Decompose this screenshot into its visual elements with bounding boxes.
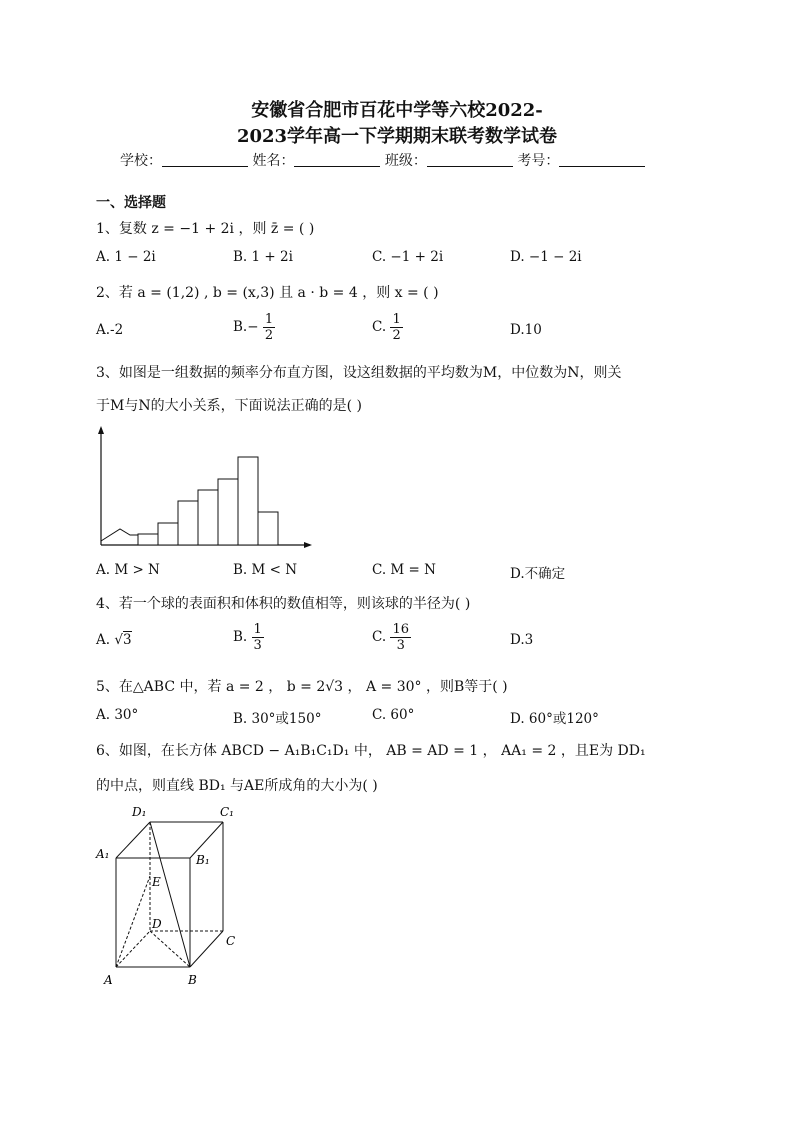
segment-d1-b xyxy=(150,822,190,967)
q2-option-c xyxy=(372,312,403,343)
number-blank[interactable] xyxy=(559,152,645,167)
edge-a-d-hidden xyxy=(116,931,150,967)
q6-stem-line1: 6、如图，在长方体 ABCD − A₁B₁C₁D₁ 中， AB = AD = 1 ， AA₁ = 2 ，且E为 DD₁ xyxy=(96,743,646,759)
class-label: 班级： xyxy=(384,153,427,169)
student-info-row xyxy=(120,150,645,170)
edge-a1-d1 xyxy=(116,822,150,858)
name-blank[interactable] xyxy=(294,152,380,167)
q4-option-b-label: B. xyxy=(233,629,248,645)
q3-option-b: B. M < N xyxy=(233,562,298,578)
histogram-chart xyxy=(90,420,330,555)
y-axis-arrow xyxy=(98,426,104,434)
number-label: 考号： xyxy=(517,153,560,169)
q4-option-a-label: A. xyxy=(96,632,115,648)
axis-break-line xyxy=(101,529,138,541)
histogram-bar-2 xyxy=(158,523,178,545)
histogram-bar-4 xyxy=(198,490,218,545)
q4-stem: 4、若一个球的表面积和体积的数值相等，则该球的半径为( ) xyxy=(96,596,471,612)
label-e: E xyxy=(152,875,161,889)
histogram-bar-6 xyxy=(238,457,258,545)
label-d: D xyxy=(152,917,162,931)
q4-option-d: D.3 xyxy=(510,632,534,648)
q1-option-a: A. 1 − 2i xyxy=(96,249,156,265)
school-blank[interactable] xyxy=(162,152,248,167)
q5-option-a: A. 30° xyxy=(96,707,139,723)
q3-option-c: C. M = N xyxy=(372,562,436,578)
label-a1: A₁ xyxy=(96,847,110,861)
section-heading: 一、选择题 xyxy=(96,195,166,211)
q2-option-d: D.10 xyxy=(510,322,542,338)
histogram-bar-1 xyxy=(138,534,158,545)
q3-option-d: D.不确定 xyxy=(510,566,566,582)
q4-option-b-fraction: $\frac{1}{3}$ xyxy=(253,622,262,653)
doc-title-line2: 2023学年高一下学期期末联考数学试卷 xyxy=(236,126,558,147)
q2-option-b-fraction: $\frac{1}{2}$ xyxy=(264,312,274,343)
q6-stem-line2: 的中点，则直线 BD₁ 与AE所成角的大小为( ) xyxy=(96,778,378,794)
q5-option-d: D. 60°或120° xyxy=(510,711,599,727)
q2-option-a: A.-2 xyxy=(96,322,124,338)
school-label: 学校： xyxy=(120,153,162,169)
q2-option-b-sign: − xyxy=(247,319,259,335)
q4-option-c xyxy=(372,622,411,653)
q2-stem: 2、若 a = (1,2) , b = (x,3) 且 a · b = 4 ，则 x = ( ) xyxy=(96,285,439,301)
segment-a-e-hidden xyxy=(116,876,150,967)
label-a: A xyxy=(104,973,113,987)
q4-option-b xyxy=(233,622,264,653)
label-b: B xyxy=(188,973,197,987)
segment-b-d-hidden xyxy=(150,931,190,967)
edge-b-c xyxy=(190,931,223,967)
q2-option-c-label: C. xyxy=(372,319,387,335)
q1-option-d: D. −1 − 2i xyxy=(510,249,582,265)
histogram-bar-5 xyxy=(218,479,238,545)
label-d1: D₁ xyxy=(132,805,147,819)
label-b1: B₁ xyxy=(196,853,210,867)
q3-stem-line2: 于M与N的大小关系，下面说法正确的是( ) xyxy=(96,398,362,414)
q3-option-a: A. M > N xyxy=(96,562,160,578)
q1-option-c: C. −1 + 2i xyxy=(372,249,444,265)
q2-option-b xyxy=(233,312,275,343)
q5-stem: 5、在△ABC 中，若 a = 2 ， b = 2√3 ， A = 30° ，则B等于( ) xyxy=(96,679,508,695)
q4-option-c-label: C. xyxy=(372,629,387,645)
q4-option-a-radicand: 3 xyxy=(122,632,132,648)
q5-option-c: C. 60° xyxy=(372,707,415,723)
histogram-bar-3 xyxy=(178,501,198,545)
doc-title-line1: 安徽省合肥市百花中学等六校2022- xyxy=(251,100,543,121)
q5-option-b: B. 30°或150° xyxy=(233,711,322,727)
x-axis-arrow xyxy=(304,542,312,548)
q1-stem: 1、复数 z = −1 + 2i ，则 z̄ = ( ) xyxy=(96,221,315,237)
label-c: C xyxy=(226,934,236,948)
q4-option-a: A. √3 xyxy=(96,632,132,648)
name-label: 姓名： xyxy=(252,153,295,169)
histogram-bar-7 xyxy=(258,512,278,545)
q2-option-b-label: B. xyxy=(233,319,248,335)
q2-option-c-fraction: $\frac{1}{2}$ xyxy=(392,312,401,343)
histogram-bars xyxy=(138,457,278,545)
q1-option-b: B. 1 + 2i xyxy=(233,249,293,265)
q4-option-c-fraction: $\frac{16}{3}$ xyxy=(392,622,409,653)
q3-stem-line1: 3、如图是一组数据的频率分布直方图，设这组数据的平均数为M，中位数为N，则关 xyxy=(96,365,622,381)
label-c1: C₁ xyxy=(220,805,234,819)
class-blank[interactable] xyxy=(427,152,513,167)
cuboid-figure xyxy=(90,800,250,995)
